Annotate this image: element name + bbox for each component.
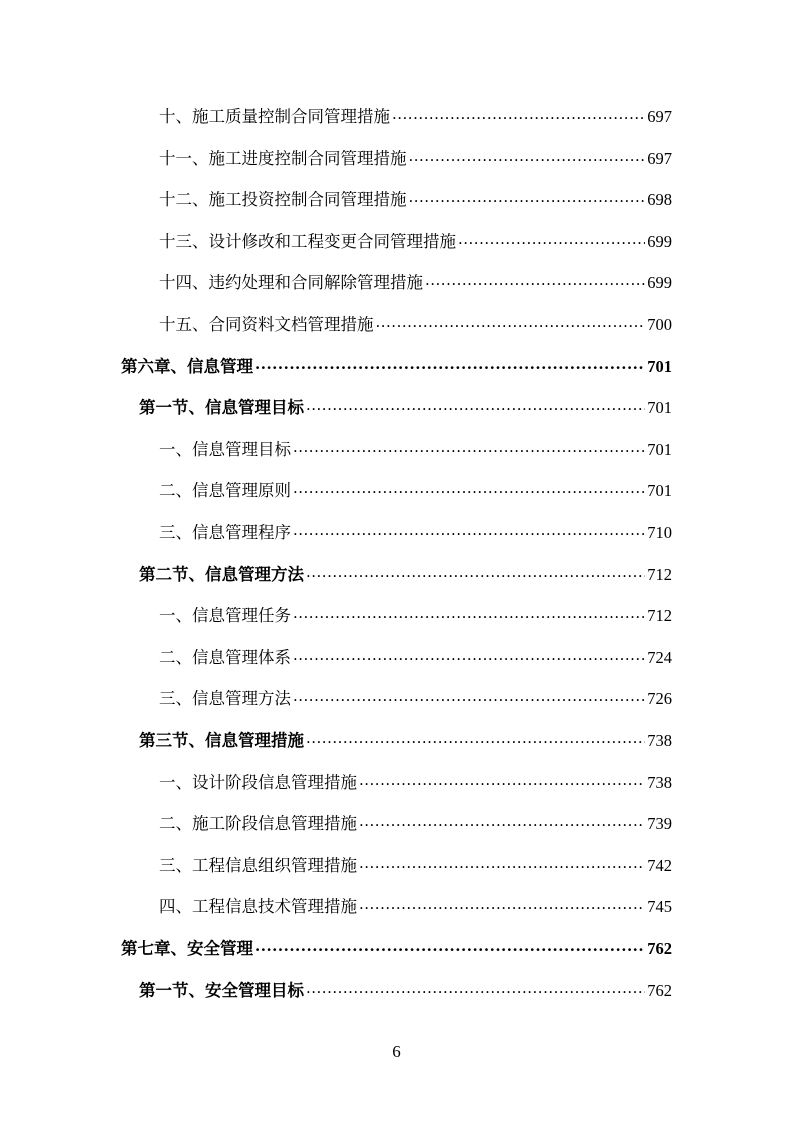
toc-chapter-entry[interactable] [121, 356, 672, 378]
toc-entry-page: 699 [647, 273, 672, 292]
toc-section-entry[interactable] [139, 730, 672, 752]
toc-entry-label: 十三、设计修改和工程变更合同管理措施 [159, 232, 456, 251]
toc-leader-dots [255, 356, 645, 372]
toc-leader-dots [392, 106, 645, 122]
toc-leader-dots [359, 896, 645, 912]
toc-leader-dots [306, 730, 645, 746]
toc-entry-page: 762 [647, 981, 672, 1000]
toc-entry-label: 一、信息管理目标 [159, 440, 291, 459]
toc-chapter-entry[interactable] [121, 938, 672, 960]
toc-entry-page: 701 [647, 398, 672, 417]
toc-entry-page: 742 [647, 856, 672, 875]
toc-entry-label: 第一节、安全管理目标 [139, 981, 304, 1000]
toc-leader-dots [425, 272, 645, 288]
toc-entry-label: 二、施工阶段信息管理措施 [159, 814, 357, 833]
toc-entry-label: 四、工程信息技术管理措施 [159, 897, 357, 916]
toc-leader-dots [255, 938, 645, 954]
toc-entry-label: 二、信息管理原则 [159, 481, 291, 500]
toc-entry-page: 724 [647, 648, 672, 667]
toc-entry-label: 十五、合同资料文档管理措施 [159, 315, 374, 334]
toc-leader-dots [293, 605, 645, 621]
toc-entry[interactable] [159, 480, 672, 502]
toc-leader-dots [293, 647, 645, 663]
toc-entry-page: 762 [647, 939, 672, 958]
toc-entry-page: 712 [647, 606, 672, 625]
toc-leader-dots [359, 813, 645, 829]
toc-entry-page: 699 [647, 232, 672, 251]
toc-leader-dots [293, 439, 645, 455]
toc-entry-label: 十四、违约处理和合同解除管理措施 [159, 273, 423, 292]
toc-entry-label: 第六章、信息管理 [121, 357, 253, 376]
toc-entry-page: 701 [647, 481, 672, 500]
toc-entry[interactable] [159, 189, 672, 211]
toc-entry-label: 第二节、信息管理方法 [139, 565, 304, 584]
toc-section-entry[interactable] [139, 397, 672, 419]
toc-entry-label: 一、信息管理任务 [159, 606, 291, 625]
toc-entry-page: 726 [647, 689, 672, 708]
toc-leader-dots [409, 148, 646, 164]
toc-entry-page: 698 [647, 190, 672, 209]
toc-entry-label: 三、工程信息组织管理措施 [159, 856, 357, 875]
toc-entry-page: 697 [647, 107, 672, 126]
toc-section-entry[interactable] [139, 564, 672, 586]
toc-entry-page: 700 [647, 315, 672, 334]
toc-entry-label: 十、施工质量控制合同管理措施 [159, 107, 390, 126]
toc-entry-label: 三、信息管理方法 [159, 689, 291, 708]
toc-entry[interactable] [159, 231, 672, 253]
toc-entry-label: 十二、施工投资控制合同管理措施 [159, 190, 407, 209]
toc-entry-label: 二、信息管理体系 [159, 648, 291, 667]
toc-entry-label: 十一、施工进度控制合同管理措施 [159, 149, 407, 168]
toc-entry-label: 第一节、信息管理目标 [139, 398, 304, 417]
toc-entry-label: 三、信息管理程序 [159, 523, 291, 542]
page-number: 6 [392, 1042, 401, 1061]
toc-entry-label: 第七章、安全管理 [121, 939, 253, 958]
toc-leader-dots [306, 980, 645, 996]
toc-entry[interactable] [159, 647, 672, 669]
toc-entry[interactable] [159, 772, 672, 794]
toc-leader-dots [306, 397, 645, 413]
toc-entry-page: 738 [647, 773, 672, 792]
toc-entry-page: 739 [647, 814, 672, 833]
toc-entry[interactable] [159, 813, 672, 835]
toc-leader-dots [359, 772, 645, 788]
toc-section-entry[interactable] [139, 980, 672, 1002]
toc-entry[interactable] [159, 605, 672, 627]
toc-leader-dots [458, 231, 645, 247]
toc-leader-dots [409, 189, 646, 205]
toc-leader-dots [293, 688, 645, 704]
toc-entry-page: 712 [647, 565, 672, 584]
toc-entry-page: 738 [647, 731, 672, 750]
toc-entry[interactable] [159, 106, 672, 128]
toc-entry-page: 701 [647, 440, 672, 459]
toc-entry[interactable] [159, 522, 672, 544]
toc-entry-page: 745 [647, 897, 672, 916]
toc-entry[interactable] [159, 314, 672, 336]
toc-entry-page: 710 [647, 523, 672, 542]
toc-leader-dots [376, 314, 646, 330]
toc-entry[interactable] [159, 688, 672, 710]
toc-leader-dots [293, 522, 645, 538]
toc-entry[interactable] [159, 896, 672, 918]
toc-entry[interactable] [159, 855, 672, 877]
toc-entry-page: 697 [647, 149, 672, 168]
toc-entry[interactable] [159, 439, 672, 461]
toc-entry[interactable] [159, 148, 672, 170]
toc-leader-dots [306, 564, 645, 580]
toc-entry-label: 一、设计阶段信息管理措施 [159, 773, 357, 792]
toc-entry-page: 701 [647, 357, 672, 376]
toc-entry-label: 第三节、信息管理措施 [139, 731, 304, 750]
toc-leader-dots [293, 480, 645, 496]
toc-leader-dots [359, 855, 645, 871]
toc-entry[interactable] [159, 272, 672, 294]
